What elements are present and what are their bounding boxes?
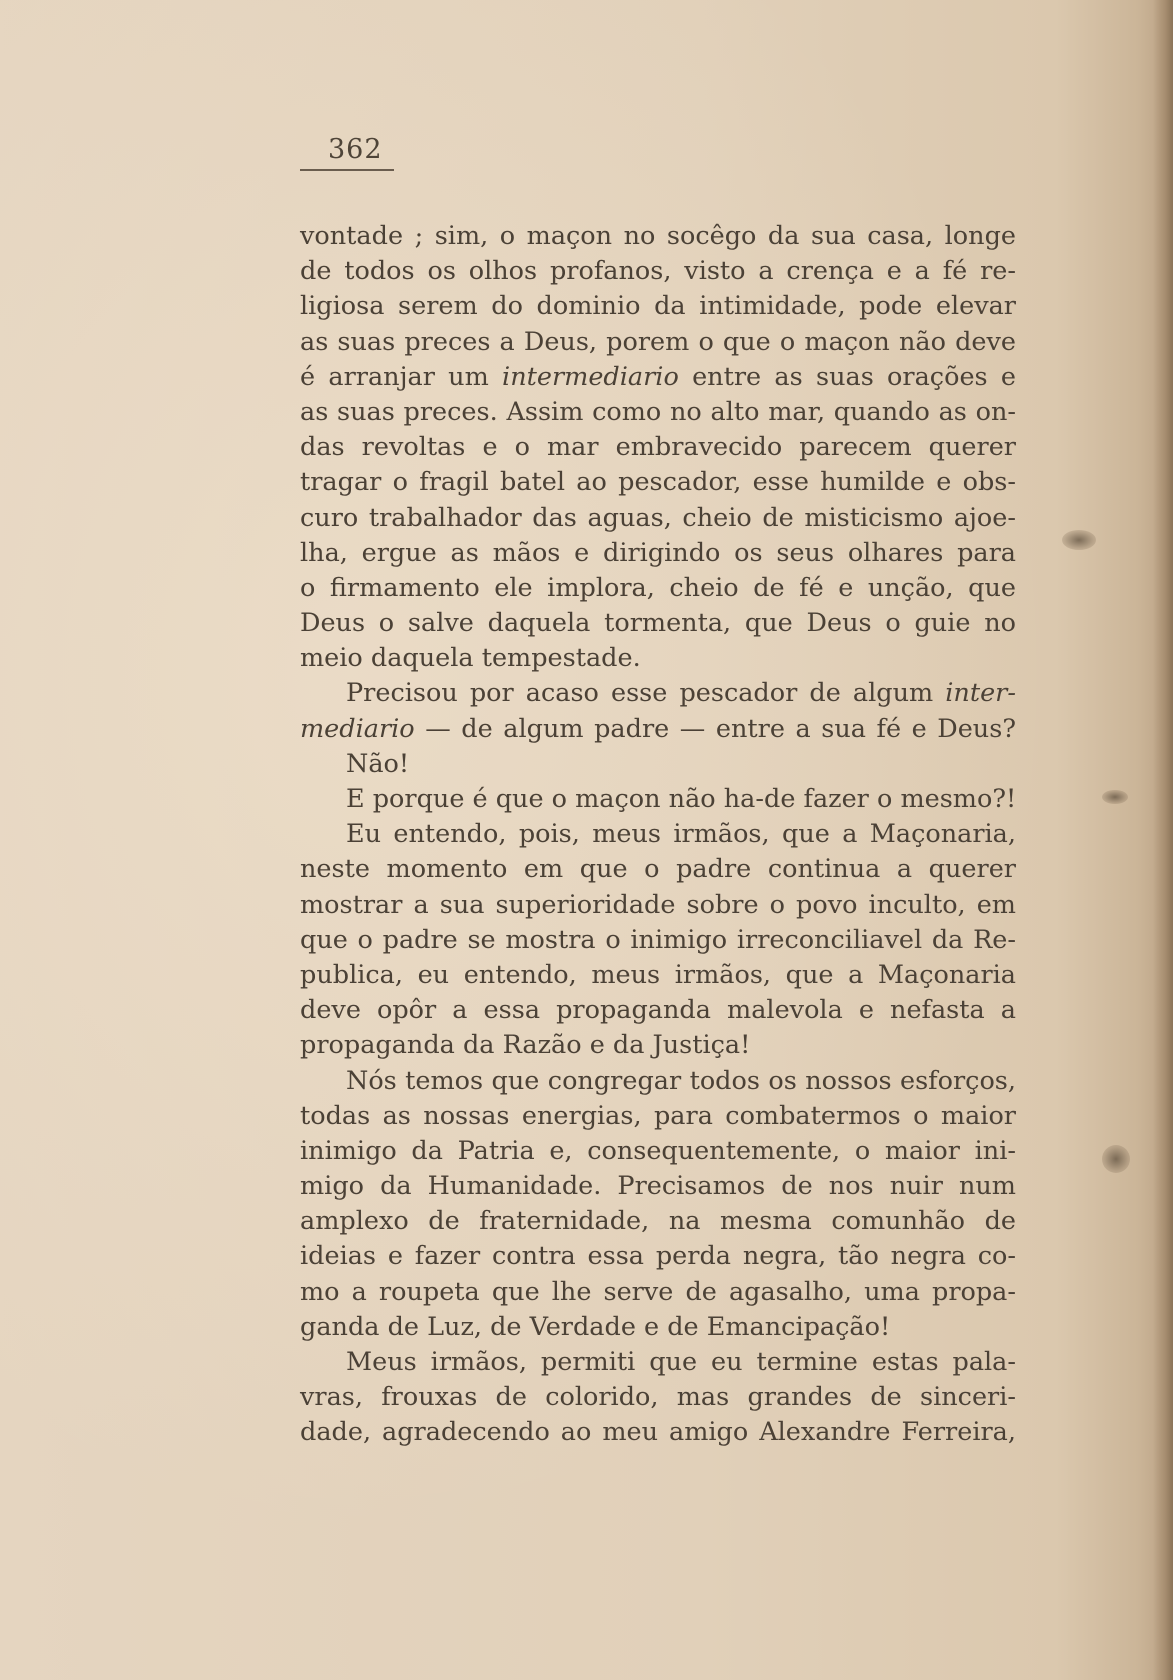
text-line: [300, 676, 1016, 711]
text-line: neste momento em que o padre continua a querer: [300, 854, 1016, 885]
text-line: que o padre se mostra o inimigo irreconciliavel da Re-: [300, 924, 1016, 955]
ink-smudge: [1102, 790, 1128, 804]
text-line: amplexo de fraternidade, na mesma comunhão de: [300, 1206, 1016, 1237]
text-line: [300, 712, 1016, 747]
text-line: publica, eu entendo, meus irmãos, que a Maçonaria: [300, 959, 1016, 990]
text-line: Meus irmãos, permiti que eu termine estas pala-: [346, 1347, 1016, 1377]
page-edge-shadow: [1153, 0, 1173, 1680]
text-line: de todos os olhos profanos, visto a crença e a fé re-: [300, 256, 1016, 287]
text-line: Nós temos que congregar todos os nossos esforços,: [346, 1065, 1016, 1096]
text-line: Deus o salve daquela tormenta, que Deus o guie no: [300, 608, 1016, 639]
text-line: lha, ergue as mãos e dirigindo os seus olhares para: [300, 537, 1016, 568]
text-run: é arranjar um: [300, 361, 503, 392]
text-line: meio daquela tempestade.: [300, 643, 641, 674]
text-line: ligiosa serem do dominio da intimidade, pode elevar: [300, 291, 1016, 322]
ink-smudge: [1062, 530, 1096, 550]
text-run: — de algum padre — entre a sua fé e Deus?: [414, 713, 1016, 744]
text-line: inimigo da Patria e, consequentemente, o maior ini-: [300, 1135, 1016, 1166]
text-line: curo trabalhador das aguas, cheio de misticismo ajoe-: [300, 502, 1016, 533]
text-line: migo da Humanidade. Precisamos de nos nuir num: [300, 1171, 1016, 1202]
text-line: [300, 360, 1016, 395]
text-run: entre as suas orações e: [678, 361, 1016, 392]
text-line: mo a roupeta que lhe serve de agasalho, uma propa-: [300, 1276, 1016, 1307]
text-line: propaganda da Razão e da Justiça!: [300, 1030, 751, 1061]
text-line: tragar o fragil batel ao pescador, esse humilde e obs-: [300, 467, 1016, 498]
text-line: E porque é que o maçon não ha-de fazer o mesmo?!: [346, 784, 1017, 814]
page-body-text: [300, 219, 1016, 1451]
italic-term: mediario: [300, 713, 415, 744]
page-number: 362: [300, 134, 394, 171]
text-line: vras, frouxas de colorido, mas grandes de sinceri-: [300, 1382, 1016, 1413]
text-line: mostrar a sua superioridade sobre o povo inculto, em: [300, 889, 1016, 920]
text-line: Não!: [346, 748, 410, 779]
text-line: todas as nossas energias, para combatermos o maior: [300, 1100, 1016, 1131]
italic-term: intermediario: [502, 361, 679, 392]
text-line: das revoltas e o mar embravecido parecem querer: [300, 432, 1016, 463]
ink-smudge: [1102, 1145, 1130, 1173]
text-line: deve opôr a essa propaganda malevola e nefasta a: [300, 995, 1016, 1026]
text-line: as suas preces a Deus, porem o que o maçon não deve: [300, 326, 1016, 357]
text-line: as suas preces. Assim como no alto mar, quando as on-: [300, 396, 1016, 427]
text-line: dade, agradecendo ao meu amigo Alexandre Ferreira,: [300, 1417, 1016, 1448]
text-line: ideias e fazer contra essa perda negra, tão negra co-: [300, 1241, 1016, 1272]
text-run: Precisou por acaso esse pescador de algum: [346, 678, 946, 709]
text-line: ganda de Luz, de Verdade e de Emancipação!: [300, 1311, 891, 1342]
text-line: vontade ; sim, o maçon no socêgo da sua casa, longe: [300, 221, 1016, 251]
text-line: o firmamento ele implora, cheio de fé e unção, que: [300, 572, 1016, 603]
text-line: Eu entendo, pois, meus irmãos, que a Maçonaria,: [346, 819, 1016, 850]
italic-term: inter-: [945, 678, 1016, 709]
